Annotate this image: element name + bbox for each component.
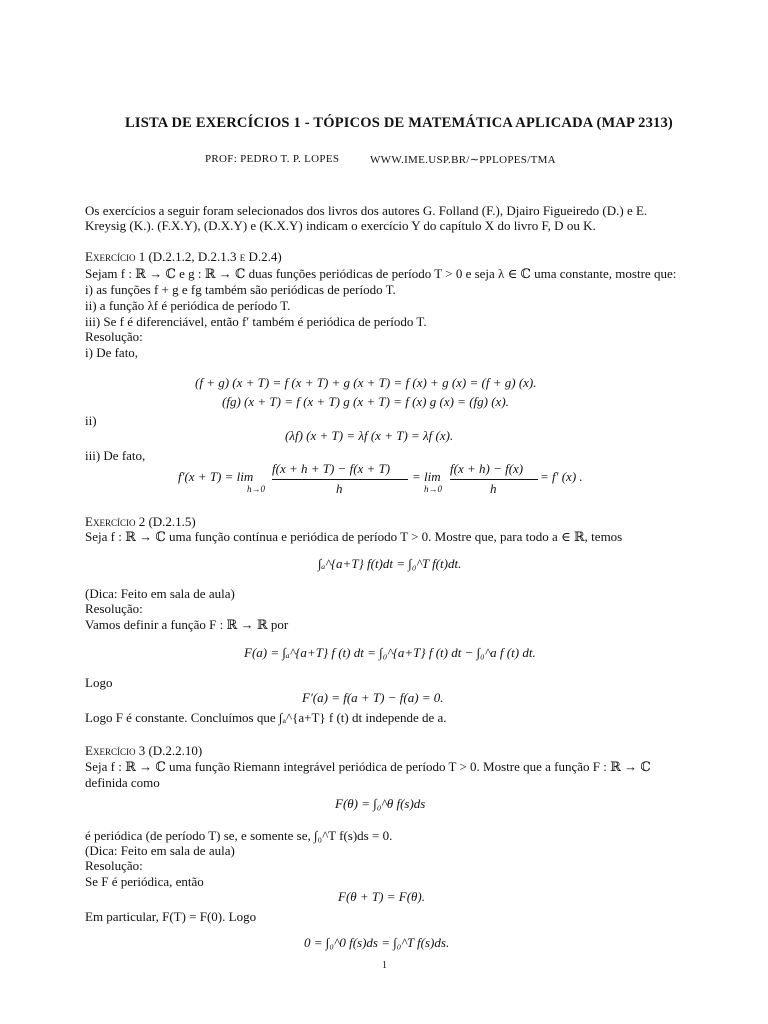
definition-line: Vamos definir a função F : ℝ → ℝ por — [85, 617, 289, 632]
page-number: 1 — [382, 960, 387, 971]
fraction-1-denominator: h — [336, 481, 343, 496]
equation-F-theta: F(θ) = ∫₀^θ f(s)ds — [335, 796, 426, 811]
exercise-2-hint: (Dica: Feito em sala de aula) — [85, 586, 235, 601]
solution-part-ii: ii) — [85, 413, 97, 428]
resolution-label-3: Resolução: — [85, 858, 143, 873]
equation-sum: (f + g) (x + T) = f (x + T) + g (x + T) = f (x) + g (x) = (f + g) (x). — [195, 375, 537, 390]
resolution-label-2: Resolução: — [85, 601, 143, 616]
solution-part-iii: iii) De fato, — [85, 448, 146, 463]
exercise-3-statement-cont: definida como — [85, 775, 160, 790]
exercise-3-heading: Exercício 3 (D.2.2.10) — [85, 743, 203, 758]
exercise-2-statement: Seja f : ℝ → ℂ uma função contínua e periódica de período T > 0. Mostre que, para todo a ∈ ℝ, temos — [85, 529, 623, 544]
exercise-1-statement: Sejam f : ℝ → ℂ e g : ℝ → ℂ duas funções periódicas de período T > 0 e seja λ ∈ ℂ uma constante, mostre que: — [85, 266, 677, 281]
derivative-middle: = lim — [412, 469, 441, 484]
fraction-2-bar — [450, 479, 538, 480]
limit-subscript: h→0 — [247, 484, 265, 494]
derivative-right: = f′ (x) . — [540, 469, 583, 484]
resolution-label: Resolução: — [85, 329, 143, 344]
fraction-1-numerator: f(x + h + T) − f(x + T) — [272, 461, 391, 476]
exercise-3-hint: (Dica: Feito em sala de aula) — [85, 843, 235, 858]
fraction-2-denominator: h — [490, 481, 497, 496]
equation-zero-integral: 0 = ∫₀^0 f(s)ds = ∫₀^T f(s)ds. — [304, 935, 450, 950]
solution-part-i: i) De fato, — [85, 345, 139, 360]
fraction-2-numerator: f(x + h) − f(x) — [450, 461, 524, 476]
equation-scalar: (λf) (x + T) = λf (x + T) = λf (x). — [285, 428, 454, 443]
derivative-left: f′(x + T) = lim — [178, 469, 254, 484]
exercise-1-item-iii: iii) Se f é diferenciável, então f′ também é periódica de período T. — [85, 314, 427, 329]
course-url: WWW.IME.USP.BR/∼PPLOPES/TMA — [370, 154, 556, 166]
document-title: LISTA DE EXERCÍCIOS 1 - TÓPICOS DE MATEMÁTICA APLICADA (MAP 2313) — [125, 115, 673, 131]
equation-product: (fg) (x + T) = f (x + T) g (x + T) = f (x) g (x) = (fg) (x). — [222, 394, 509, 409]
intro-line-1: Os exercícios a seguir foram selecionados dos livros dos autores G. Folland (F.), Djairo Figueiredo (D.) e E. — [85, 203, 648, 218]
exercise-2-conclusion: Logo F é constante. Concluímos que ∫ₐ^{a+T} f (t) dt independe de a. — [85, 710, 447, 725]
intro-line-2: Kreysig (K.). (F.X.Y), (D.X.Y) e (K.X.Y) indicam o exercício Y do capítulo X do livro F, D ou K. — [85, 218, 596, 233]
exercise-2-heading: Exercício 2 (D.2.1.5) — [85, 514, 196, 529]
particular-case-line: Em particular, F(T) = F(0). Logo — [85, 909, 257, 924]
exercise-1-item-i: i) as funções f + g e fg também são periódicas de período T. — [85, 282, 396, 297]
exercise-1-heading: Exercício 1 (D.2.1.2, D.2.1.3 e D.2.4) — [85, 249, 282, 264]
equation-derivative-zero: F′(a) = f(a + T) − f(a) = 0. — [302, 690, 444, 705]
logo-line: Logo — [85, 675, 113, 690]
exercise-3-condition: é periódica (de período T) se, e somente se, ∫₀^T f(s)ds = 0. — [85, 828, 393, 843]
fraction-1-bar — [272, 479, 408, 480]
periodic-case-line: Se F é periódica, então — [85, 874, 204, 889]
equation-F-definition: F(a) = ∫ₐ^{a+T} f (t) dt = ∫₀^{a+T} f (t) dt − ∫₀^a f (t) dt. — [244, 645, 536, 660]
equation-periodic: F(θ + T) = F(θ). — [338, 889, 425, 904]
exercise-1-item-ii: ii) a função λf é periódica de período T. — [85, 298, 291, 313]
limit-subscript-2: h→0 — [424, 484, 442, 494]
equation-integral-shift: ∫ₐ^{a+T} f(t)dt = ∫₀^T f(t)dt. — [318, 556, 462, 571]
author-line: PROF: PEDRO T. P. LOPES — [205, 153, 340, 165]
exercise-3-statement: Seja f : ℝ → ℂ uma função Riemann integrável periódica de período T > 0. Mostre que a função F : ℝ → ℂ — [85, 759, 651, 774]
